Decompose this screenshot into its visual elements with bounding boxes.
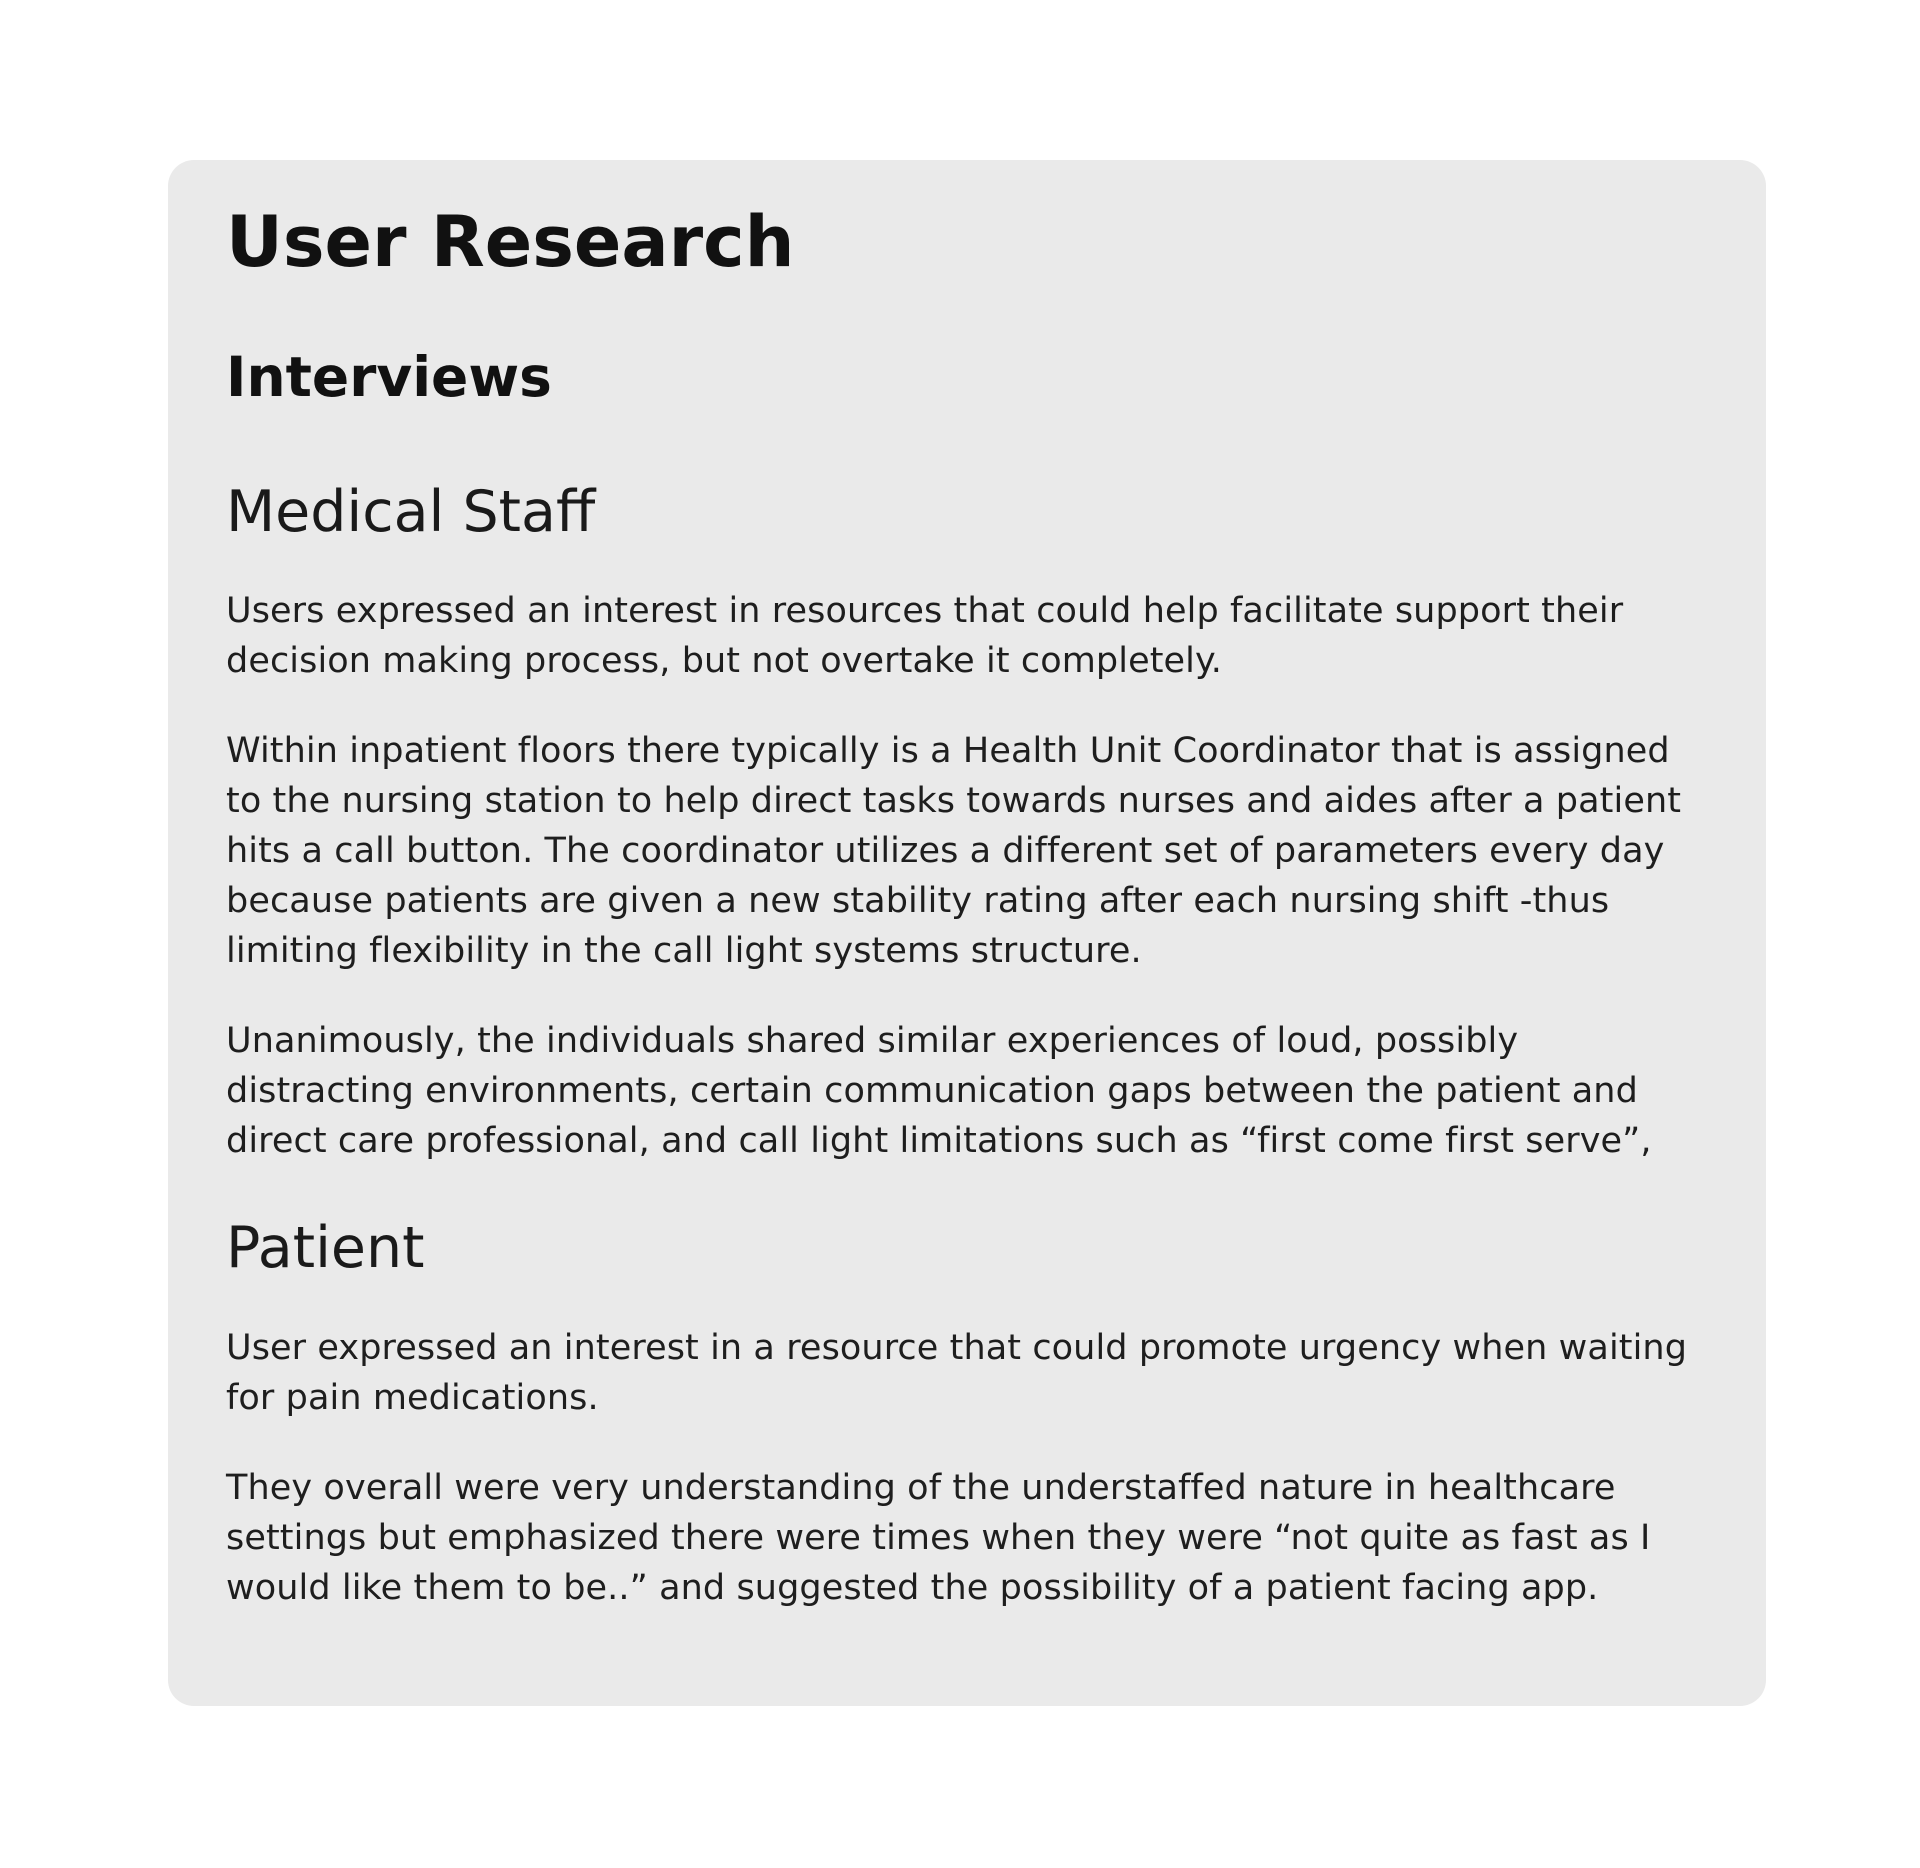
section-title-interviews: Interviews bbox=[226, 345, 552, 409]
user-research-card bbox=[168, 160, 1766, 1706]
medical-staff-paragraph-3: Unanimously, the individuals shared similar experiences of loud, possibly distracting environments, certain communication gaps between the patient and direct care professional, and call light limitations such as “first come first serve”, bbox=[226, 1021, 1652, 1162]
medical-staff-paragraph-2: Within inpatient floors there typically is a Health Unit Coordinator that is assigned to the nursing station to help direct tasks towards nurses and aides after a patient hits a call button. The coordinator utilizes a different set of parameters every day because patients are given a new stability rating after each nursing shift -thus limiting flexibility in the call light systems structure. bbox=[226, 731, 1682, 972]
subsection-title-medical-staff: Medical Staff bbox=[226, 479, 596, 545]
subsection-title-patient: Patient bbox=[226, 1215, 425, 1282]
patient-paragraph-1: User expressed an interest in a resource that could promote urgency when waiting for pain medications. bbox=[226, 1327, 1688, 1418]
patient-paragraph-2: They overall were very understanding of the understaffed nature in healthcare settings but emphasized there were times when they were “not quite as fast as I would like them to be..” and suggested the possibility of a patient facing app. bbox=[226, 1467, 1651, 1608]
medical-staff-paragraph-1: Users expressed an interest in resources that could help facilitate support their decision making process, but not overtake it completely. bbox=[226, 591, 1624, 682]
page-title: User Research bbox=[226, 201, 795, 283]
